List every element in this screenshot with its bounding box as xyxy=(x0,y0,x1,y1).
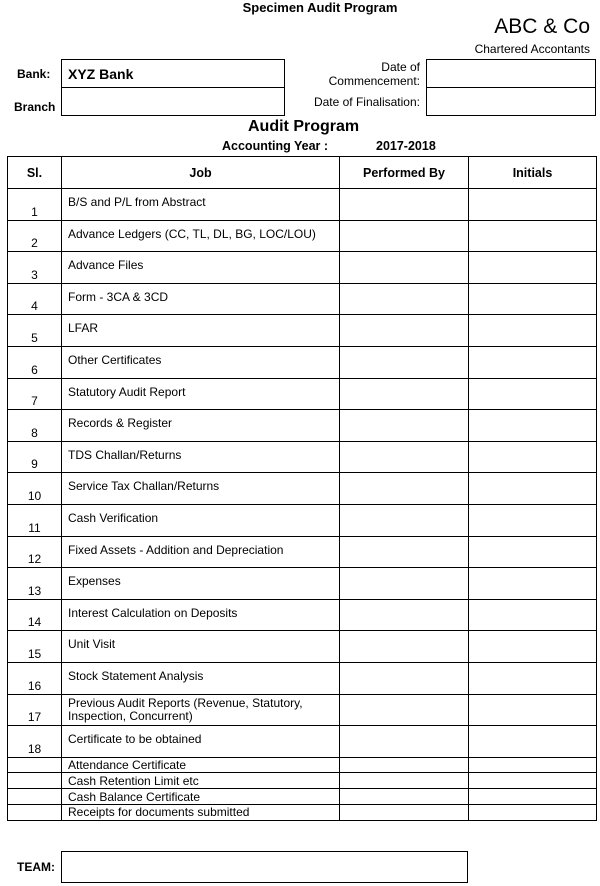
table-row xyxy=(8,378,597,410)
header-performed-by: Performed By xyxy=(340,157,469,189)
bank-branch-box xyxy=(61,59,285,116)
job-cell xyxy=(62,694,340,726)
firm-subtitle: Chartered Accontants xyxy=(474,42,590,56)
table-row xyxy=(8,536,597,568)
table-row xyxy=(8,662,597,694)
sl-cell: 4 xyxy=(8,283,62,315)
job-cell: Unit Visit xyxy=(62,631,340,663)
sl-cell xyxy=(8,789,62,805)
performed-by-cell[interactable] xyxy=(340,726,469,758)
initials-cell[interactable] xyxy=(469,789,597,805)
performed-by-cell[interactable] xyxy=(340,441,469,473)
table-row xyxy=(8,441,597,473)
performed-by-cell[interactable] xyxy=(340,283,469,315)
accounting-year-value: 2017-2018 xyxy=(376,139,436,153)
job-cell: TDS Challan/Returns xyxy=(62,441,340,473)
performed-by-cell[interactable] xyxy=(340,536,469,568)
sl-cell: 12 xyxy=(8,536,62,568)
header-initials: Initials xyxy=(469,157,597,189)
initials-cell[interactable] xyxy=(469,805,597,821)
date-of-finalisation-label: Date of Finalisation: xyxy=(313,95,420,109)
bank-label: Bank: xyxy=(17,67,51,81)
table-row xyxy=(8,283,597,315)
table-header-row xyxy=(8,157,597,189)
initials-cell[interactable] xyxy=(469,694,597,726)
sl-cell: 17 xyxy=(8,694,62,726)
sl-cell: 8 xyxy=(8,410,62,442)
performed-by-cell[interactable] xyxy=(340,378,469,410)
sub-item-cell: Cash Retention Limit etc xyxy=(62,773,340,789)
sl-cell: 18 xyxy=(8,726,62,758)
sub-item-cell: Cash Balance Certificate xyxy=(62,789,340,805)
date-of-commencement-line2: Commencement: xyxy=(328,74,420,88)
sub-item-cell: Receipts for documents submitted xyxy=(62,805,340,821)
job-cell: Stock Statement Analysis xyxy=(62,662,340,694)
firm-name: ABC & Co xyxy=(494,15,590,38)
job-cell: Service Tax Challan/Returns xyxy=(62,473,340,505)
performed-by-cell[interactable] xyxy=(340,189,469,221)
initials-cell[interactable] xyxy=(469,410,597,442)
document-title: Specimen Audit Program xyxy=(242,0,398,15)
sub-item-row xyxy=(8,805,597,821)
table-row xyxy=(8,346,597,378)
bank-field[interactable]: XYZ Bank xyxy=(68,66,134,82)
initials-cell[interactable] xyxy=(469,757,597,773)
job-cell: LFAR xyxy=(62,315,340,347)
initials-cell[interactable] xyxy=(469,441,597,473)
divider xyxy=(427,87,595,88)
table-row xyxy=(8,252,597,284)
initials-cell[interactable] xyxy=(469,220,597,252)
performed-by-cell[interactable] xyxy=(340,599,469,631)
sl-cell: 6 xyxy=(8,346,62,378)
performed-by-cell[interactable] xyxy=(340,346,469,378)
sub-item-row xyxy=(8,773,597,789)
initials-cell[interactable] xyxy=(469,189,597,221)
initials-cell[interactable] xyxy=(469,473,597,505)
sl-cell xyxy=(8,805,62,821)
sl-cell: 5 xyxy=(8,315,62,347)
table-row xyxy=(8,599,597,631)
program-title: Audit Program xyxy=(248,118,360,135)
job-cell: Form - 3CA & 3CD xyxy=(62,283,340,315)
job-cell: Expenses xyxy=(62,568,340,600)
sl-cell: 15 xyxy=(8,631,62,663)
sl-cell: 14 xyxy=(8,599,62,631)
job-cell: Advance Files xyxy=(62,252,340,284)
performed-by-cell[interactable] xyxy=(340,789,469,805)
performed-by-cell[interactable] xyxy=(340,773,469,789)
branch-label: Branch xyxy=(14,100,56,114)
table-row xyxy=(8,189,597,221)
performed-by-cell[interactable] xyxy=(340,662,469,694)
table-row xyxy=(8,410,597,442)
audit-table xyxy=(7,156,597,821)
sub-item-row xyxy=(8,757,597,773)
sl-cell: 3 xyxy=(8,252,62,284)
performed-by-cell[interactable] xyxy=(340,631,469,663)
table-row xyxy=(8,631,597,663)
header-job: Job xyxy=(62,157,340,189)
performed-by-cell[interactable] xyxy=(340,568,469,600)
initials-cell[interactable] xyxy=(469,283,597,315)
sl-cell xyxy=(8,773,62,789)
table-row xyxy=(8,220,597,252)
performed-by-cell[interactable] xyxy=(340,694,469,726)
job-cell: Statutory Audit Report xyxy=(62,378,340,410)
sub-item-row xyxy=(8,789,597,805)
header-sl: Sl. xyxy=(8,157,62,189)
initials-cell[interactable] xyxy=(469,599,597,631)
sl-cell: 1 xyxy=(8,189,62,221)
job-cell: Interest Calculation on Deposits xyxy=(62,599,340,631)
initials-cell[interactable] xyxy=(469,568,597,600)
sl-cell: 2 xyxy=(8,220,62,252)
job-cell: B/S and P/L from Abstract xyxy=(62,189,340,221)
job-cell: Cash Verification xyxy=(62,504,340,536)
initials-cell[interactable] xyxy=(469,504,597,536)
initials-cell[interactable] xyxy=(469,631,597,663)
sl-cell xyxy=(8,757,62,773)
date-of-commencement-line1: Date of xyxy=(381,60,420,74)
sl-cell: 11 xyxy=(8,504,62,536)
job-cell: Certificate to be obtained xyxy=(62,726,340,758)
sl-cell: 16 xyxy=(8,662,62,694)
table-row xyxy=(8,473,597,505)
performed-by-cell[interactable] xyxy=(340,805,469,821)
performed-by-cell[interactable] xyxy=(340,757,469,773)
sl-cell: 7 xyxy=(8,378,62,410)
dates-box xyxy=(426,59,596,116)
accounting-year-label: Accounting Year : xyxy=(222,139,329,153)
table-row xyxy=(8,504,597,536)
table-row xyxy=(8,694,597,726)
performed-by-cell[interactable] xyxy=(340,315,469,347)
job-cell: Advance Ledgers (CC, TL, DL, BG, LOC/LOU) xyxy=(62,220,340,252)
table-row xyxy=(8,726,597,758)
job-line1: Previous Audit Reports (Revenue, Statutory, xyxy=(68,695,303,710)
job-cell: Other Certificates xyxy=(62,346,340,378)
performed-by-cell[interactable] xyxy=(340,410,469,442)
initials-cell[interactable] xyxy=(469,662,597,694)
initials-cell[interactable] xyxy=(469,773,597,789)
sl-cell: 10 xyxy=(8,473,62,505)
job-cell: Fixed Assets - Addition and Depreciation xyxy=(62,536,340,568)
initials-cell[interactable] xyxy=(469,252,597,284)
team-label: TEAM: xyxy=(17,860,55,874)
performed-by-cell[interactable] xyxy=(340,220,469,252)
job-line2: Inspection, Concurrent) xyxy=(68,708,193,723)
initials-cell[interactable] xyxy=(469,726,597,758)
initials-cell[interactable] xyxy=(469,346,597,378)
table-row xyxy=(8,568,597,600)
sub-item-cell: Attendance Certificate xyxy=(62,757,340,773)
divider xyxy=(62,87,284,88)
initials-cell[interactable] xyxy=(469,536,597,568)
job-cell: Records & Register xyxy=(62,410,340,442)
date-of-commencement-label xyxy=(329,60,420,88)
performed-by-cell[interactable] xyxy=(340,252,469,284)
performed-by-cell[interactable] xyxy=(340,504,469,536)
team-field[interactable] xyxy=(61,851,468,883)
sl-cell: 13 xyxy=(8,568,62,600)
initials-cell[interactable] xyxy=(469,378,597,410)
table-row xyxy=(8,315,597,347)
initials-cell[interactable] xyxy=(469,315,597,347)
performed-by-cell[interactable] xyxy=(340,473,469,505)
sl-cell: 9 xyxy=(8,441,62,473)
